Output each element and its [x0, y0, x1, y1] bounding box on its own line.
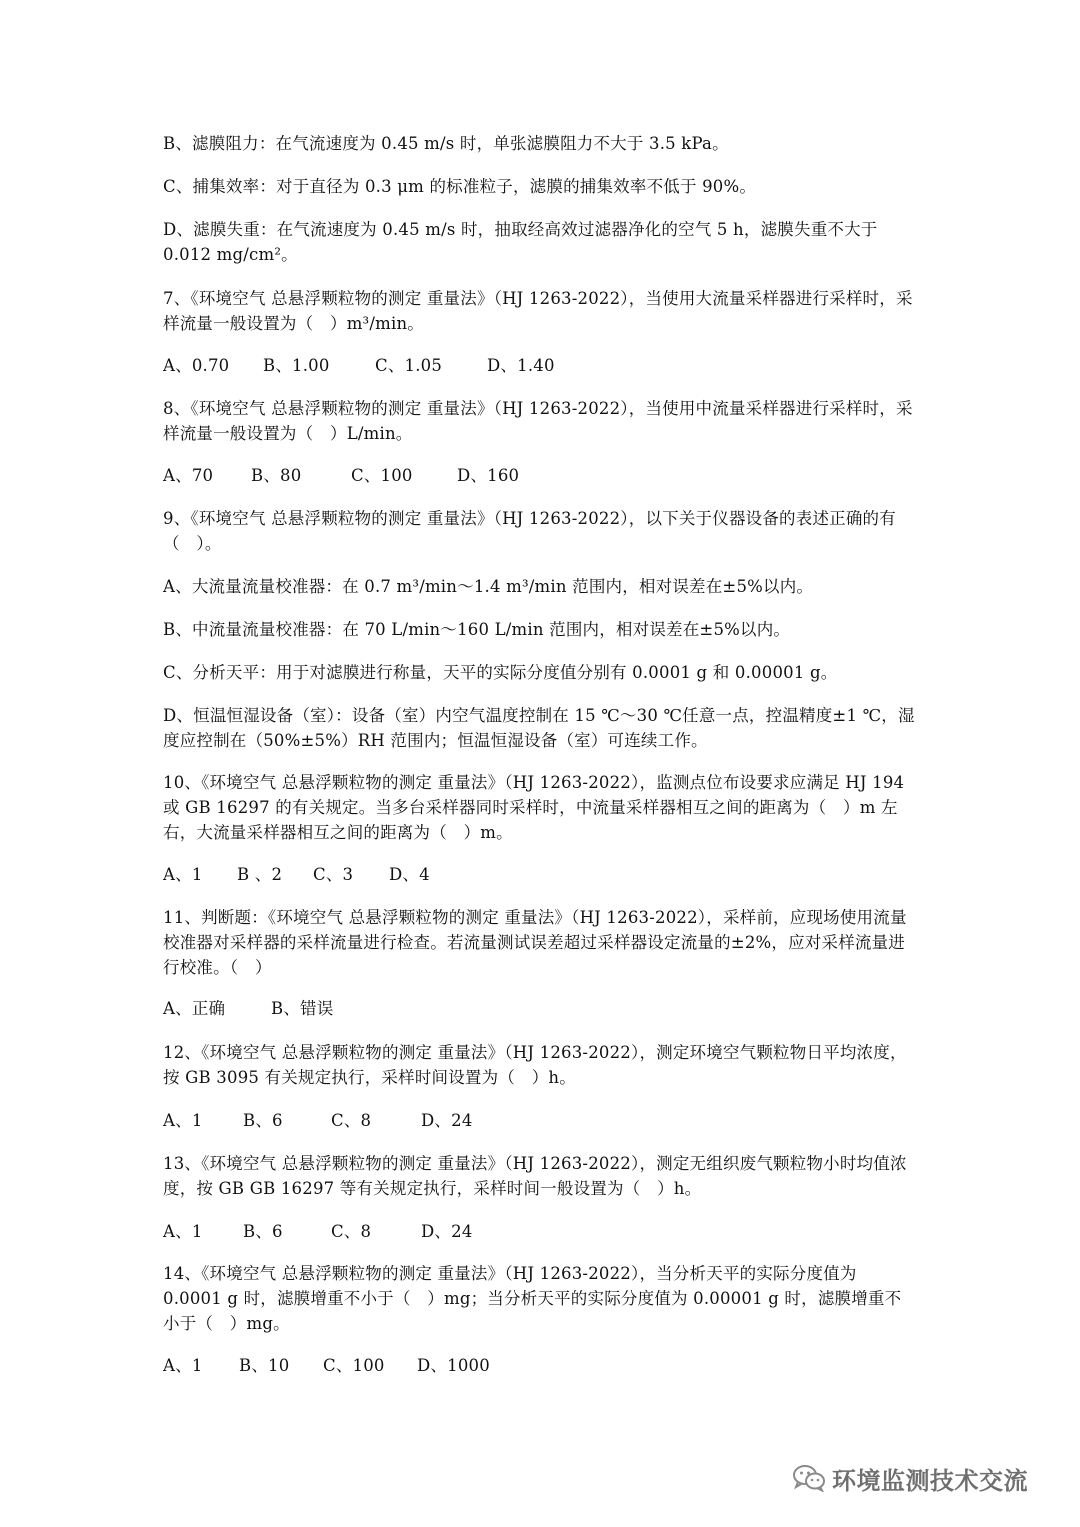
option-item: D、1.40: [487, 356, 555, 375]
question-14: 14、《环境空气 总悬浮颗粒物的测定 重量法》（HJ 1263-2022），当分析天平的实际分度值为 0.0001 g 时，滤膜增重不小于（ ）mg；当分析天平的实际分度值为 0.00001 g 时，滤膜增重不小于（ ）mg。: [163, 1264, 902, 1333]
option-item: C、100: [323, 1356, 385, 1375]
option-item: B、10: [239, 1356, 290, 1375]
question-13-options: [163, 1219, 473, 1244]
question-13: 13、《环境空气 总悬浮颗粒物的测定 重量法》（HJ 1263-2022），测定无组织废气颗粒物小时均值浓度，按 GB GB 16297 等有关规定执行，采样时间一般设置为（ ）h。: [163, 1154, 907, 1198]
question-8: 8、《环境空气 总悬浮颗粒物的测定 重量法》（HJ 1263-2022），当使用中流量采样器进行采样时，采样流量一般设置为（ ）L/min。: [163, 399, 913, 443]
option-item: B、80: [251, 466, 302, 485]
question-9-option-c: C、分析天平：用于对滤膜进行称量，天平的实际分度值分别有 0.0001 g 和 0.00001 g。: [163, 663, 838, 682]
question-12-options: [163, 1108, 473, 1133]
option-item: B、6: [243, 1111, 283, 1130]
question-9-option-a: A、大流量流量校准器：在 0.7 m³/min～1.4 m³/min 范围内，相对误差在±5%以内。: [163, 577, 814, 596]
option-item: B、6: [243, 1222, 283, 1241]
question-8-options: [163, 463, 519, 488]
option-item: A、1: [163, 1111, 203, 1130]
option-item: C、100: [351, 466, 413, 485]
question-9-option-b: B、中流量流量校准器：在 70 L/min～160 L/min 范围内，相对误差在±5%以内。: [163, 620, 791, 639]
option-item: D、4: [389, 865, 430, 884]
question-10: 10、《环境空气 总悬浮颗粒物的测定 重量法》（HJ 1263-2022），监测点位布设要求应满足 HJ 194 或 GB 16297 的有关规定。当多台采样器同时采样时，中流量采样器相互之间的距离为（ ）m 左右，大流量采样器相互之间的距离为（ ）m。: [163, 773, 905, 842]
option-b-filter-resistance: B、滤膜阻力：在气流速度为 0.45 m/s 时，单张滤膜阻力不大于 3.5 kPa。: [163, 134, 729, 153]
option-item: A、1: [163, 865, 203, 884]
question-9-option-d: D、恒温恒湿设备（室）：设备（室）内空气温度控制在 15 ℃～30 ℃任意一点，控温精度±1 ℃，湿度应控制在（50%±5%）RH 范围内；恒温恒湿设备（室）可连续工作。: [163, 706, 915, 750]
option-item: D、24: [421, 1222, 473, 1241]
question-11: 11、判断题：《环境空气 总悬浮颗粒物的测定 重量法》（HJ 1263-2022），采样前，应现场使用流量校准器对采样器的采样流量进行检查。若流量测试误差超过采样器设定流量的±2%，应对采样流量进行校准。（ ）: [163, 908, 907, 977]
option-c-capture-efficiency: C、捕集效率：对于直径为 0.3 μm 的标准粒子，滤膜的捕集效率不低于 90%。: [163, 177, 757, 196]
option-item: A、1: [163, 1222, 203, 1241]
option-item: A、1: [163, 1356, 203, 1375]
question-7-options: [163, 353, 555, 378]
option-item: A、70: [163, 466, 214, 485]
question-7: 7、《环境空气 总悬浮颗粒物的测定 重量法》（HJ 1263-2022），当使用大流量采样器进行采样时，采样流量一般设置为（ ）m³/min。: [163, 289, 913, 333]
question-9: 9、《环境空气 总悬浮颗粒物的测定 重量法》（HJ 1263-2022），以下关于仪器设备的表述正确的有（ ）。: [163, 509, 896, 553]
option-item: C、3: [313, 865, 354, 884]
option-item: B 、2: [237, 865, 283, 884]
option-item: D、1000: [417, 1356, 490, 1375]
option-item: C、8: [331, 1111, 372, 1130]
option-d-filter-weight-loss: D、滤膜失重：在气流速度为 0.45 m/s 时，抽取经高效过滤器净化的空气 5 h，滤膜失重不大于 0.012 mg/cm²。: [163, 220, 878, 264]
option-item: C、1.05: [375, 356, 443, 375]
question-10-options: [163, 862, 430, 887]
watermark: [792, 1458, 1028, 1498]
watermark-text: 环境监测技术交流: [832, 1466, 1028, 1495]
question-12: 12、《环境空气 总悬浮颗粒物的测定 重量法》（HJ 1263-2022），测定环境空气颗粒物日平均浓度，按 GB 3095 有关规定执行，采样时间设置为（ ）h。: [163, 1043, 907, 1087]
wechat-icon: [792, 1464, 826, 1492]
question-11-options: [163, 996, 333, 1021]
option-item: D、24: [421, 1111, 473, 1130]
option-item: A、正确: [163, 999, 226, 1018]
option-item: A、0.70: [163, 356, 230, 375]
question-14-options: [163, 1353, 490, 1378]
option-item: B、1.00: [263, 356, 330, 375]
option-item: D、160: [457, 466, 520, 485]
option-item: C、8: [331, 1222, 372, 1241]
option-item: B、错误: [271, 999, 334, 1018]
